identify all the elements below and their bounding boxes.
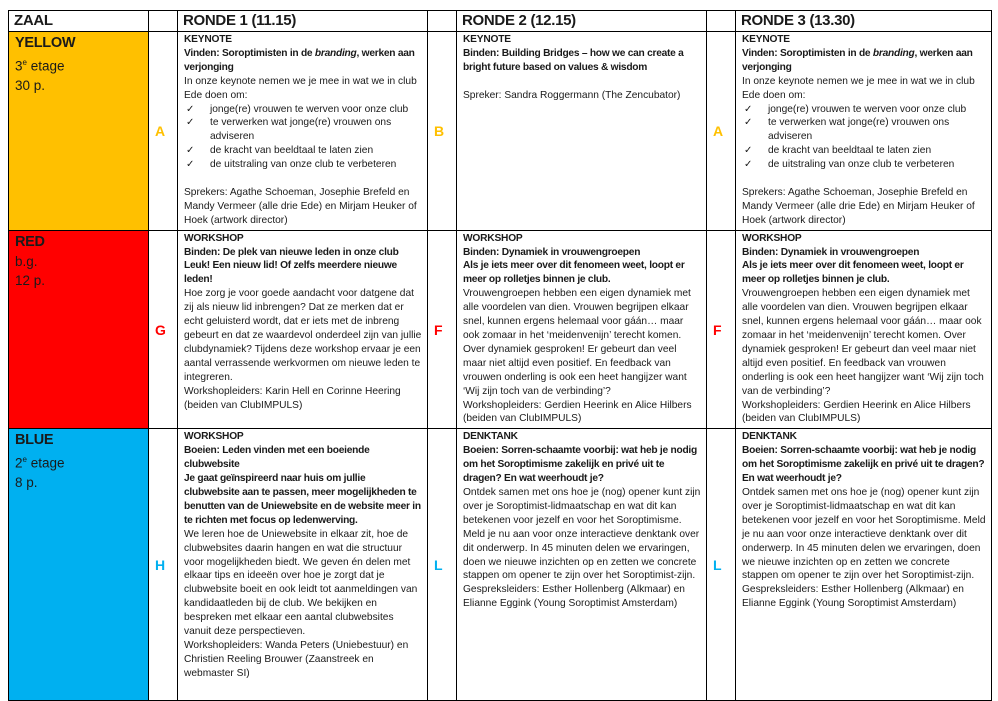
bullet-text: jonge(re) vrouwen te werven voor onze club <box>210 103 409 115</box>
session-title: Boeien: Sorren-schaamte voorbij: wat heb je nodig om het Soroptimisme zakelijk en privé uit te dragen? En wat weerhoudt je? <box>742 445 985 485</box>
check-icon: ✓ <box>186 145 195 157</box>
check-icon: ✓ <box>744 117 753 129</box>
header-row <box>9 11 992 32</box>
session-cell <box>457 429 707 701</box>
session-code: A <box>707 32 736 231</box>
session-subtitle: Leuk! Een nieuw lid! Of zelfs meerdere nieuwe leden! <box>184 260 397 286</box>
session-intro: In onze keynote nemen we je mee in wat we in club Ede doen om: <box>742 75 975 101</box>
session-body: We leren hoe de Uniewebsite in elkaar zit, hoe de clubwebsites daarin hangen en wat die structuur voor mogelijkheden biedt. We geven én delen met elkaar tips en ideeën over hoe je zorgt dat je clubwebsite boeit en ook leidt tot aanmeldingen van kandidaatleden bij de club. We bekijken en bespreken met elkaar een aantal clubwebsites vanuit deze perspectieven. <box>184 528 418 638</box>
bullet-text: de uitstraling van onze club te verbeteren <box>768 159 955 171</box>
bullet-item <box>742 116 987 144</box>
room-row-blue <box>9 429 992 701</box>
check-icon: ✓ <box>744 103 753 115</box>
session-title: Boeien: Sorren-schaamte voorbij: wat heb je nodig om het Soroptimisme zakelijk en privé uit te dragen? En wat weerhoudt je? <box>463 445 697 485</box>
session-subtitle: Je gaat geïnspireerd naar huis om jullie clubwebsite aan te passen, meer mogelijkheden te benutten van de Uniewebsite en de website meer in te richten met focus op ledenwerving. <box>184 473 421 526</box>
header-spacer <box>428 11 457 32</box>
session-bullets <box>742 103 987 173</box>
room-cell-yellow <box>9 32 149 231</box>
session-cell <box>457 32 707 231</box>
session-speakers: Gespreksleiders: Esther Hollenberg (Alkmaar) en Elianne Eggink (Young Soroptimist Amsterdam) <box>742 584 964 610</box>
session-body: Vrouwengroepen hebben een eigen dynamiek met alle voordelen van dien. Vrouwen begrijpen elkaar snel, kunnen ergens helemaal voor gáán… maar ook zomaar in het ‘meidenvenijn’ terecht komen. Over dynamiek gesproken! Er gebeurt dan veel maar niet altijd even positief. En feedback van vrouwen onderling is ook een heet hangijzer want ‘Wij zijn toch van de verbinding’? <box>463 288 691 397</box>
session-title: Binden: Building Bridges – how we can create a bright future based on values & wisdom <box>463 47 684 73</box>
bullet-item <box>184 144 423 158</box>
session-speakers: Sprekers: Agathe Schoeman, Josephie Brefeld en Mandy Vermeer (alle drie Ede) en Mirjam Heuker of Hoek (artwork director) <box>742 186 975 226</box>
session-body: Hoe zorg je voor goede aandacht voor datgene dat zij als nieuw lid inbrengen? Dat ze merken dat er echt geluisterd wordt, dat er iets met de inbreng gebeurt en dat ze waardevol onderdeel zijn van jullie clubdynamiek? Tijdens deze workshop ervaar je een aantal verrassende werkvormen om nieuwe leden te integreren. <box>184 288 422 383</box>
check-icon: ✓ <box>744 145 753 157</box>
session-title: Vinden: Soroptimisten in de branding, werken aan verjonging <box>742 47 973 73</box>
session-code: G <box>149 230 178 429</box>
session-type: KEYNOTE <box>463 34 511 45</box>
header-ronde-3: RONDE 3 (13.30) <box>736 11 992 32</box>
session-code: L <box>707 429 736 701</box>
session-cell <box>178 32 428 231</box>
session-type: WORKSHOP <box>742 232 802 244</box>
room-capacity: 12 p. <box>15 272 46 288</box>
room-row-yellow <box>9 32 992 231</box>
session-cell <box>457 230 707 429</box>
bullet-text: te verwerken wat jonge(re) vrouwen ons adviseren <box>210 117 392 143</box>
session-title: Binden: Dynamiek in vrouwengroepen <box>463 246 641 258</box>
room-row-red <box>9 230 992 429</box>
bullet-item <box>742 103 987 117</box>
room-capacity: 30 p. <box>15 77 46 93</box>
room-name: BLUE <box>15 432 54 449</box>
session-subtitle: Als je iets meer over dit fenomeen weet, loopt er meer op rolletjes binnen je club. <box>742 260 964 286</box>
bullet-text: te verwerken wat jonge(re) vrouwen ons adviseren <box>768 117 950 143</box>
session-type: KEYNOTE <box>184 34 232 45</box>
session-cell <box>178 230 428 429</box>
bullet-item <box>742 158 987 172</box>
session-code: H <box>149 429 178 701</box>
session-cell <box>736 32 992 231</box>
session-code: B <box>428 32 457 231</box>
bullet-item <box>184 103 423 117</box>
session-speakers: Spreker: Sandra Roggermann (The Zencubator) <box>463 89 681 101</box>
room-cell-red <box>9 230 149 429</box>
bullet-text: de kracht van beeldtaal te laten zien <box>210 145 374 157</box>
room-capacity: 8 p. <box>15 474 38 490</box>
room-name: RED <box>15 233 45 250</box>
header-ronde-2: RONDE 2 (12.15) <box>457 11 707 32</box>
session-intro: In onze keynote nemen we je mee in wat we in club Ede doen om: <box>184 75 417 101</box>
bullet-text: de uitstraling van onze club te verbeteren <box>210 159 397 171</box>
check-icon: ✓ <box>744 159 753 171</box>
session-speakers: Workshopleiders: Gerdien Heerink en Alice Hilbers (beiden van ClubIMPULS) <box>463 399 692 425</box>
room-cell-blue <box>9 429 149 701</box>
session-speakers: Workshopleiders: Karin Hell en Corinne Heering (beiden van ClubIMPULS) <box>184 385 401 411</box>
session-speakers: Gespreksleiders: Esther Hollenberg (Alkmaar) en Elianne Eggink (Young Soroptimist Amsterdam) <box>463 584 685 610</box>
room-floor: b.g. <box>15 253 38 269</box>
bullet-text: jonge(re) vrouwen te werven voor onze club <box>768 103 967 115</box>
session-code: F <box>707 230 736 429</box>
session-cell <box>736 429 992 701</box>
bullet-item <box>184 158 423 172</box>
session-type: KEYNOTE <box>742 34 790 45</box>
session-body: Vrouwengroepen hebben een eigen dynamiek met alle voordelen van dien. Vrouwen begrijpen elkaar snel, kunnen ergens helemaal voor gáán… maar ook zomaar in het ‘meidenvenijn’ terecht komen. Over dynamiek gesproken! Er gebeurt dan veel maar niet altijd even positief. En feedback van vrouwen onderling is ook een heet hangijzer want ‘Wij zijn toch van de verbinding’? <box>742 288 984 397</box>
session-code: F <box>428 230 457 429</box>
session-type: DENKTANK <box>742 431 797 443</box>
session-type: WORKSHOP <box>184 431 244 443</box>
session-type: WORKSHOP <box>463 232 523 244</box>
session-cell <box>178 429 428 701</box>
session-body: Ontdek samen met ons hoe je (nog) opener kunt zijn over je Soroptimist-lidmaatschap en wat dit kan betekenen voor jezelf en voor het Soroptimisme. Meld je nu aan voor onze interactieve denktank over dit onderwerp. In 45 minuten delen we ervaringen, doen we nieuwe inzichten op en zetten we concrete stappen om opener te zijn over het Soroptimist-zijn. <box>742 486 986 582</box>
room-name: YELLOW <box>15 35 76 51</box>
session-title: Vinden: Soroptimisten in de branding, werken aan verjonging <box>184 47 415 73</box>
session-bullets <box>184 103 423 173</box>
header-spacer <box>707 11 736 32</box>
session-code: A <box>149 32 178 231</box>
header-ronde-1: RONDE 1 (11.15) <box>178 11 428 32</box>
session-speakers: Workshopleiders: Wanda Peters (Uniebestuur) en Christien Reeling Brouwer (Zaanstreek en webmaster SI) <box>184 639 409 679</box>
session-code: L <box>428 429 457 701</box>
session-subtitle: Als je iets meer over dit fenomeen weet, loopt er meer op rolletjes binnen je club. <box>463 260 685 286</box>
check-icon: ✓ <box>186 159 195 171</box>
session-cell <box>736 230 992 429</box>
room-floor: 3e etage <box>15 58 65 74</box>
room-floor: 2e etage <box>15 455 65 471</box>
bullet-item <box>184 116 423 144</box>
session-title: Binden: Dynamiek in vrouwengroepen <box>742 246 920 258</box>
session-type: DENKTANK <box>463 431 518 443</box>
session-title: Boeien: Leden vinden met een boeiende clubwebsite <box>184 445 370 471</box>
schedule-table <box>8 10 992 701</box>
check-icon: ✓ <box>186 117 195 129</box>
check-icon: ✓ <box>186 103 195 115</box>
bullet-text: de kracht van beeldtaal te laten zien <box>768 145 932 157</box>
header-spacer <box>149 11 178 32</box>
session-speakers: Workshopleiders: Gerdien Heerink en Alice Hilbers (beiden van ClubIMPULS) <box>742 399 971 425</box>
session-type: WORKSHOP <box>184 232 244 244</box>
header-zaal: ZAAL <box>9 11 149 32</box>
session-title: Binden: De plek van nieuwe leden in onze club <box>184 246 399 258</box>
bullet-item <box>742 144 987 158</box>
session-speakers: Sprekers: Agathe Schoeman, Josephie Brefeld en Mandy Vermeer (alle drie Ede) en Mirjam Heuker of Hoek (artwork director) <box>184 186 417 226</box>
session-body: Ontdek samen met ons hoe je (nog) opener kunt zijn over je Soroptimist-lidmaatschap en wat dit kan betekenen voor jezelf en voor het Soroptimisme. Meld je nu aan voor onze interactieve denktank over dit onderwerp. In 45 minuten delen we ervaringen, doen we nieuwe inzichten op en zetten we concrete stappen om opener te zijn over het Soroptimist-zijn. <box>463 486 701 582</box>
